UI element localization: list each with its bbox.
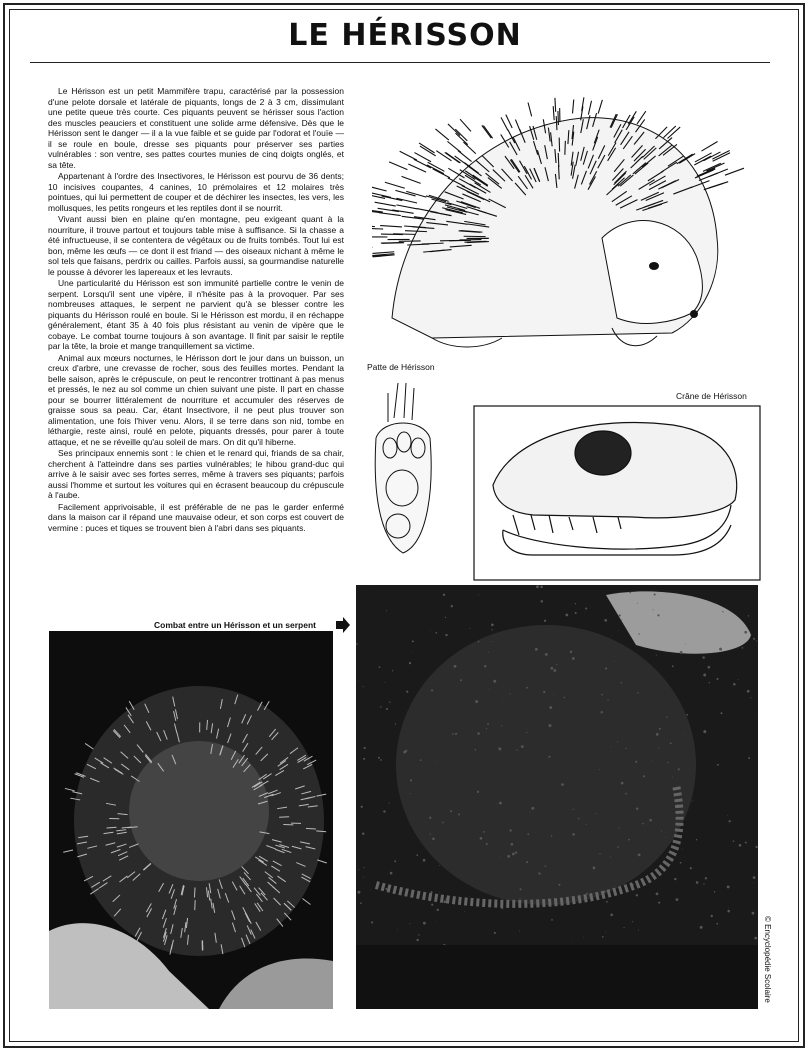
page-title: LE HÉRISSON bbox=[288, 18, 522, 53]
article-body bbox=[48, 86, 344, 534]
paragraph: Une particularité du Hérisson est son immunité partielle contre le venin de serpent. Lorsqu'il sent une vipère, il n'hésite pas à la provoquer. Par ses nombreuses attaques, le serpent ne parvient qu'à se blesser contre les piquants du Hérisson roulé en boule. Si le Hérisson est mordu, il en réchappe généralement, étant 35 à 40 fois plus résistant au venin de vipère que le cobaye. Le combat tourne toujours à son avantage. Il finit par saisir le reptile par la tête, la broie et mange tranquillement sa victime. bbox=[48, 278, 344, 351]
paragraph: Facilement apprivoisable, il est préférable de ne pas le garder enfermé dans la maison car il répand une mauvaise odeur, et son corps est couvert de vermine : puces et tiques se trouvent bien à l'abri dans ses piquants. bbox=[48, 501, 344, 533]
paw-illustration bbox=[368, 378, 438, 558]
title-divider bbox=[30, 62, 770, 63]
skull-caption: Crâne de Hérisson bbox=[676, 391, 747, 401]
paragraph: Appartenant à l'ordre des Insectivores, le Hérisson est pourvu de 36 dents; 10 incisives coupantes, 4 canines, 10 prémolaires et 12 molaires très pointues, qui lui permettent de couper et de déchirer les insectes, les vers, les mollusques, les petits rongeurs et les reptiles dont il se nourrit. bbox=[48, 171, 344, 213]
paragraph: Ses principaux ennemis sont : le chien et le renard qui, friands de sa chair, cherchent à l'atteindre dans ses parties vulnérables; le hibou grand-duc qui arrive à le saisir avec ses fortes serres, même à travers ses piquants; parfois aussi l'homme et surtout les voitures qui en écrasent beaucoup du crépuscule à l'aube. bbox=[48, 448, 344, 500]
photo-hedgehog-in-hand bbox=[49, 631, 333, 1009]
combat-caption: Combat entre un Hérisson et un serpent bbox=[154, 620, 316, 630]
paragraph: Le Hérisson est un petit Mammifère trapu, caractérisé par la possession d'une pelote dorsale et latérale de piquants, longs de 2 à 3 cm, dissimulant une petite queue très courte. Ces piquants peuvent se hérisser sous l'action des muscles peauciers et constituent une solide arme défensive. Dès que le Hérisson sent le danger — il a la vue faible et se guide par l'odorat et l'ouïe — il se roule en boule, dresse ses piquants pour préserver ses parties vulnérables : son ventre, ses pattes courtes munies de cinq doigts onglés, et sa tête. bbox=[48, 86, 344, 170]
paw-caption: Patte de Hérisson bbox=[367, 362, 435, 372]
paragraph: Animal aux mœurs nocturnes, le Hérisson dort le jour dans un buisson, un creux d'arbre, une crevasse de rocher, sous des feuilles mortes. Pendant la belle saison, après le crépuscule, on peut le rencontrer trottinant à pas menus et pressés, le nez au sol comme un chien suivant une piste. Il part en chasse pour se bourrer littéralement de nourriture et accumuler des réserves de graisse sous sa peau. Car, étant Insectivore, il ne peut plus trouver son alimentation, une fois l'hiver venu. Alors, il se terre dans son nid, tombe en léthargie, reste ainsi, roulé en pelote, piquants dressés, pour parer à toute attaque, et ne se réveille qu'au soleil de mars. On dit qu'il hiberne. bbox=[48, 352, 344, 447]
skull-illustration bbox=[473, 405, 761, 581]
arrow-right-icon bbox=[336, 617, 350, 633]
hedgehog-illustration bbox=[372, 88, 752, 356]
paragraph: Vivant aussi bien en plaine qu'en montagne, peu exigeant quant à la nourriture, il trouve partout et toujours table mise à suffisance. Si la chasse a été infructueuse, il se contentera de végétaux ou de fruits tombés. Tout lui est bon, même les œufs — ce dont il est friand — des oiseaux nichant à même le sol tels que faisans, perdrix ou cailles. Parfois aussi, sa gourmandise naturelle le pousse à dévorer les lapereaux et les levrauts. bbox=[48, 214, 344, 277]
copyright-notice: © Encyclopédie Scolaire bbox=[763, 916, 772, 1003]
photo-hedgehog-snake-combat bbox=[356, 585, 758, 1009]
